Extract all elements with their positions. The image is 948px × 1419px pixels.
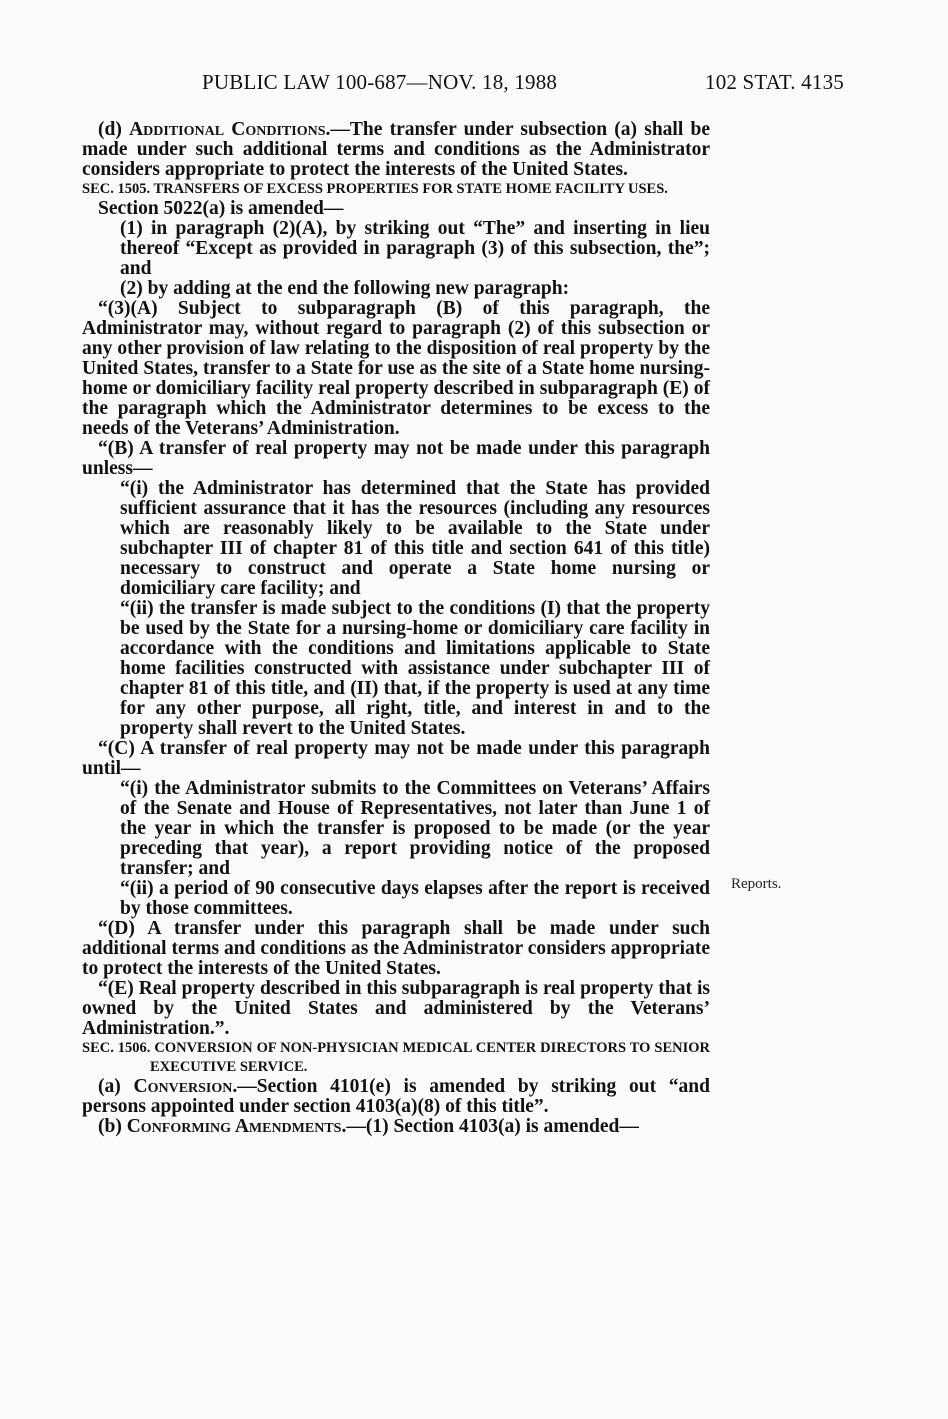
paragraph-3C-ii: “(ii) a period of 90 consecutive days elapses after the report is received by those committees. — [120, 878, 710, 919]
section-1506-a-caption: Conversion. — [133, 1076, 238, 1097]
margin-note-reports: Reports. — [731, 876, 782, 892]
running-title: PUBLIC LAW 100-687—NOV. 18, 1988 — [202, 70, 558, 94]
section-1506-b — [82, 1117, 710, 1137]
paragraph-3D: “(D) A transfer under this paragraph shall be made under such additional terms and conditions as the Administrator considers appropriate to protect the interests of the United States. — [82, 918, 710, 979]
document-body — [82, 120, 710, 1137]
section-1505-heading: SEC. 1505. TRANSFERS OF EXCESS PROPERTIES FOR STATE HOME FACILITY USES. — [82, 181, 668, 197]
section-1506-a-label: (a) — [98, 1076, 121, 1097]
paragraph-3B: “(B) A transfer of real property may not be made under this paragraph unless— — [82, 438, 710, 479]
section-1506-heading: SEC. 1506. CONVERSION OF NON-PHYSICIAN MEDICAL CENTER DIRECTORS TO SENIOR EXECUTIVE SERVICE. — [82, 1040, 710, 1075]
section-1505-item-1: (1) in paragraph (2)(A), by striking out “The” and inserting in lieu thereof “Except as provided in paragraph (3) of this subsection, the”; and — [120, 218, 710, 279]
paragraph-3A: “(3)(A) Subject to subparagraph (B) of this paragraph, the Administrator may, without regard to paragraph (2) of this subsection or any other provision of law relating to the disposition of real property by the United States, transfer to a State for use as the site of a State home nursing-home or domiciliary facility real property described in subparagraph (E) of the paragraph which the Administrator determines to be excess to the needs of the Veterans’ Administration. — [82, 298, 710, 439]
section-1506-b-label: (b) — [98, 1116, 122, 1137]
section-1506-a — [82, 1077, 710, 1117]
section-1506-b-text: —(1) Section 4103(a) is amended— — [346, 1116, 639, 1137]
subsection-d-label: (d) — [98, 119, 122, 140]
stat-reference: 102 STAT. 4135 — [705, 70, 844, 94]
subsection-d — [82, 120, 710, 180]
section-1505-intro: Section 5022(a) is amended— — [98, 198, 344, 219]
section-1506-b-caption: Conforming Amendments. — [126, 1116, 347, 1137]
subsection-d-text: —The transfer under subsection (a) shall be made under such additional terms and conditions as the Administrator considers appropriate to protect the interests of the United States. — [82, 119, 710, 180]
paragraph-3C-i: “(i) the Administrator submits to the Committees on Veterans’ Affairs of the Senate and House of Representatives, not later than June 1 of the year in which the transfer is proposed to be made (or the year preceding that year), a report providing notice of the proposed transfer; and — [120, 778, 710, 879]
section-1505-item-2: (2) by adding at the end the following new paragraph: — [120, 278, 570, 299]
paragraph-3C: “(C) A transfer of real property may not be made under this paragraph until— — [82, 738, 710, 779]
section-1506-a-text: —Section 4101(e) is amended by striking out “and persons appointed under section 4103(a)(8) of this title”. — [82, 1076, 710, 1117]
paragraph-3B-ii: “(ii) the transfer is made subject to the conditions (I) that the property be used by the State for a nursing-home or domiciliary care facility in accordance with the conditions and limitations applicable to State home facilities constructed with assistance under subchapter III of chapter 81 of this title, and (II) that, if the property is used at any time for any other purpose, all right, title, and interest in and to the property shall revert to the United States. — [120, 598, 710, 739]
paragraph-3B-i: “(i) the Administrator has determined that the State has provided sufficient assurance that it has the resources (including any resources which are reasonably likely to be available to the State under subchapter III of chapter 81 of this title and section 641 of this title) necessary to construct and operate a State home nursing or domiciliary care facility; and — [120, 478, 710, 599]
page-header — [0, 70, 948, 100]
paragraph-3E: “(E) Real property described in this subparagraph is real property that is owned by the United States and administered by the Veterans’ Administration.”. — [82, 978, 710, 1039]
subsection-d-caption: Additional Conditions. — [129, 119, 331, 140]
